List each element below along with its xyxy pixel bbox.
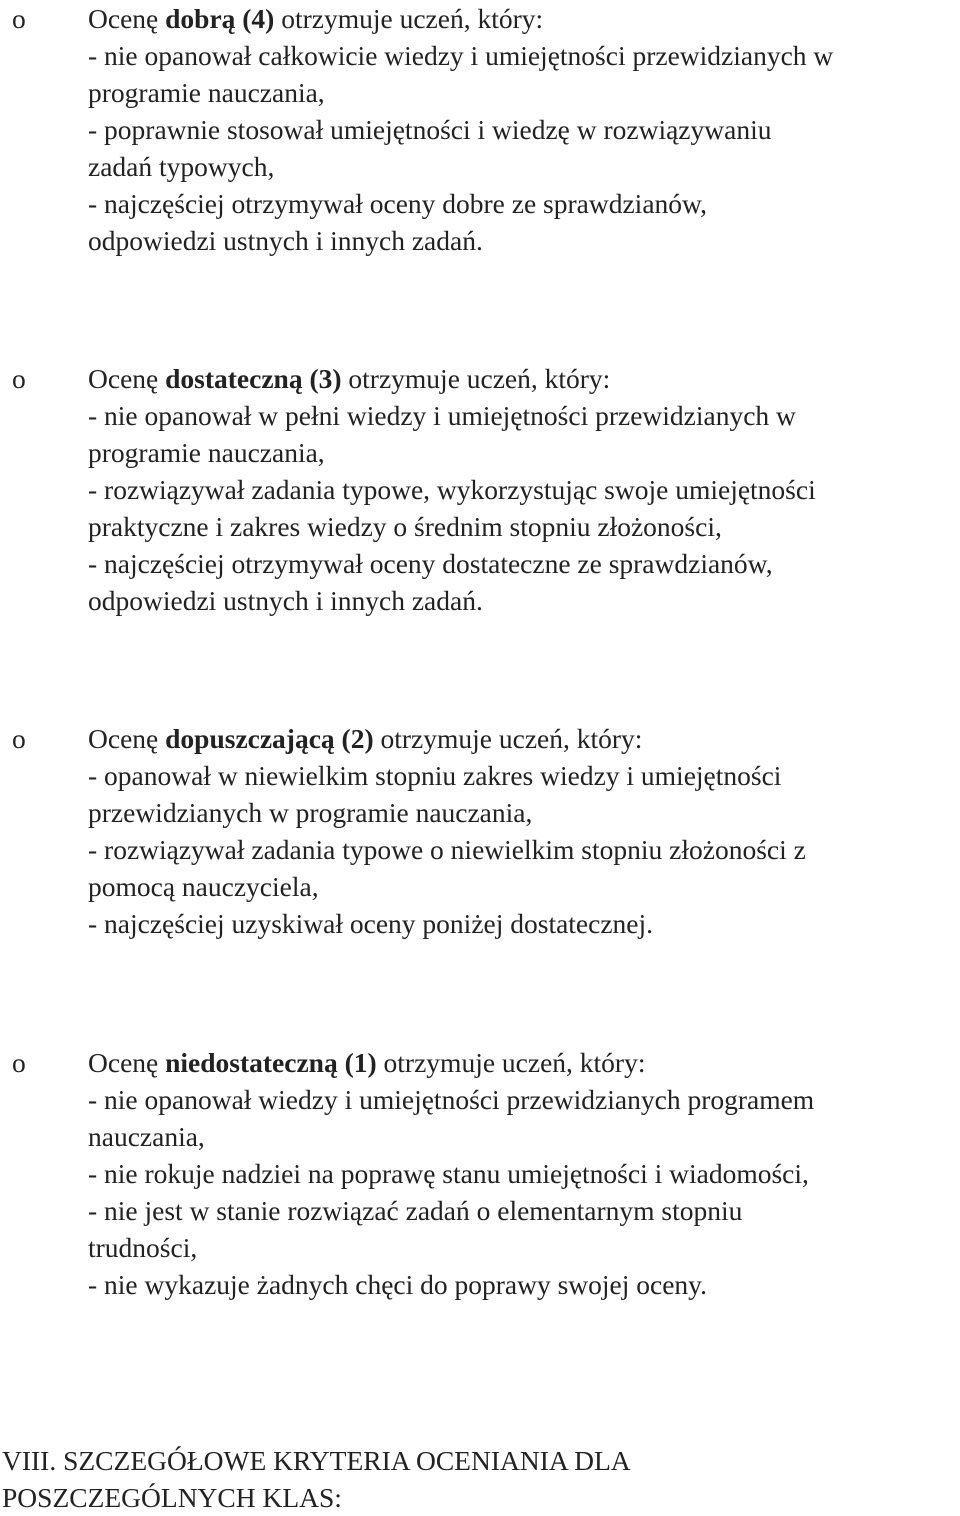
criterion-line: programie nauczania, xyxy=(88,77,325,108)
heading-suffix: otrzymuje uczeń, który: xyxy=(341,363,611,394)
criterion-line: - najczęściej otrzymywał oceny dobre ze sprawdzianów, xyxy=(88,188,707,219)
section-heading-line: VIII. SZCZEGÓŁOWE KRYTERIA OCENIANIA DLA xyxy=(2,1445,631,1476)
criterion-line: - nie opanował w pełni wiedzy i umiejętności przewidzianych w xyxy=(88,400,796,431)
criterion-line: - opanował w niewielkim stopniu zakres wiedzy i umiejętności xyxy=(88,760,782,791)
criterion-line: - nie opanował całkowicie wiedzy i umiejętności przewidzianych w xyxy=(88,40,834,71)
grade-name: niedostateczną (1) xyxy=(165,1047,377,1078)
criterion-line: praktyczne i zakres wiedzy o średnim stopniu złożoności, xyxy=(88,511,722,542)
heading-prefix: Ocenę xyxy=(88,723,166,754)
grade-name: dostateczną (3) xyxy=(165,363,342,394)
criterion-line: - nie wykazuje żadnych chęci do poprawy swojej oceny. xyxy=(88,1269,708,1300)
criterion-line: zadań typowych, xyxy=(88,151,275,182)
criterion-text xyxy=(88,360,956,619)
criterion-line: - rozwiązywał zadania typowe o niewielkim stopniu złożoności z xyxy=(88,834,806,865)
heading-prefix: Ocenę xyxy=(88,3,166,34)
criterion-line: - poprawnie stosował umiejętności i wiedzę w rozwiązywaniu xyxy=(88,114,772,145)
criterion-line: nauczania, xyxy=(88,1121,205,1152)
criterion-line: - najczęściej uzyskiwał oceny poniżej dostatecznej. xyxy=(88,908,654,939)
section-heading-line: POSZCZEGÓLNYCH KLAS: xyxy=(2,1482,342,1513)
criterion-text xyxy=(88,0,956,259)
criterion-line: - nie jest w stanie rozwiązać zadań o elementarnym stopniu xyxy=(88,1195,743,1226)
criterion-line: - nie rokuje nadziei na poprawę stanu umiejętności i wiadomości, xyxy=(88,1158,809,1189)
list-bullet: o xyxy=(12,3,26,34)
criterion-heading xyxy=(88,720,956,757)
criterion-line: pomocą nauczyciela, xyxy=(88,871,319,902)
criterion-line: - rozwiązywał zadania typowe, wykorzystując swoje umiejętności xyxy=(88,474,816,505)
criterion-text xyxy=(88,1044,956,1303)
criterion-text xyxy=(88,720,956,942)
grade-name: dopuszczającą (2) xyxy=(165,723,374,754)
heading-suffix: otrzymuje uczeń, który: xyxy=(274,3,544,34)
section-heading xyxy=(0,1442,960,1516)
list-bullet: o xyxy=(12,723,26,754)
criterion-line: odpowiedzi ustnych i innych zadań. xyxy=(88,585,483,616)
criterion-heading xyxy=(88,0,956,37)
criterion-line: odpowiedzi ustnych i innych zadań. xyxy=(88,225,483,256)
heading-suffix: otrzymuje uczeń, który: xyxy=(376,1047,646,1078)
grade-name: dobrą (4) xyxy=(165,3,275,34)
criterion-heading xyxy=(88,1044,956,1081)
heading-suffix: otrzymuje uczeń, który: xyxy=(373,723,643,754)
criterion-line: trudności, xyxy=(88,1232,198,1263)
list-bullet: o xyxy=(12,363,26,394)
criterion-line: przewidzianych w programie nauczania, xyxy=(88,797,533,828)
heading-prefix: Ocenę xyxy=(88,1047,166,1078)
criterion-line: - nie opanował wiedzy i umiejętności przewidzianych programem xyxy=(88,1084,815,1115)
criterion-heading xyxy=(88,360,956,397)
heading-prefix: Ocenę xyxy=(88,363,166,394)
criterion-line: - najczęściej otrzymywał oceny dostateczne ze sprawdzianów, xyxy=(88,548,773,579)
criterion-line: programie nauczania, xyxy=(88,437,325,468)
list-bullet: o xyxy=(12,1047,26,1078)
